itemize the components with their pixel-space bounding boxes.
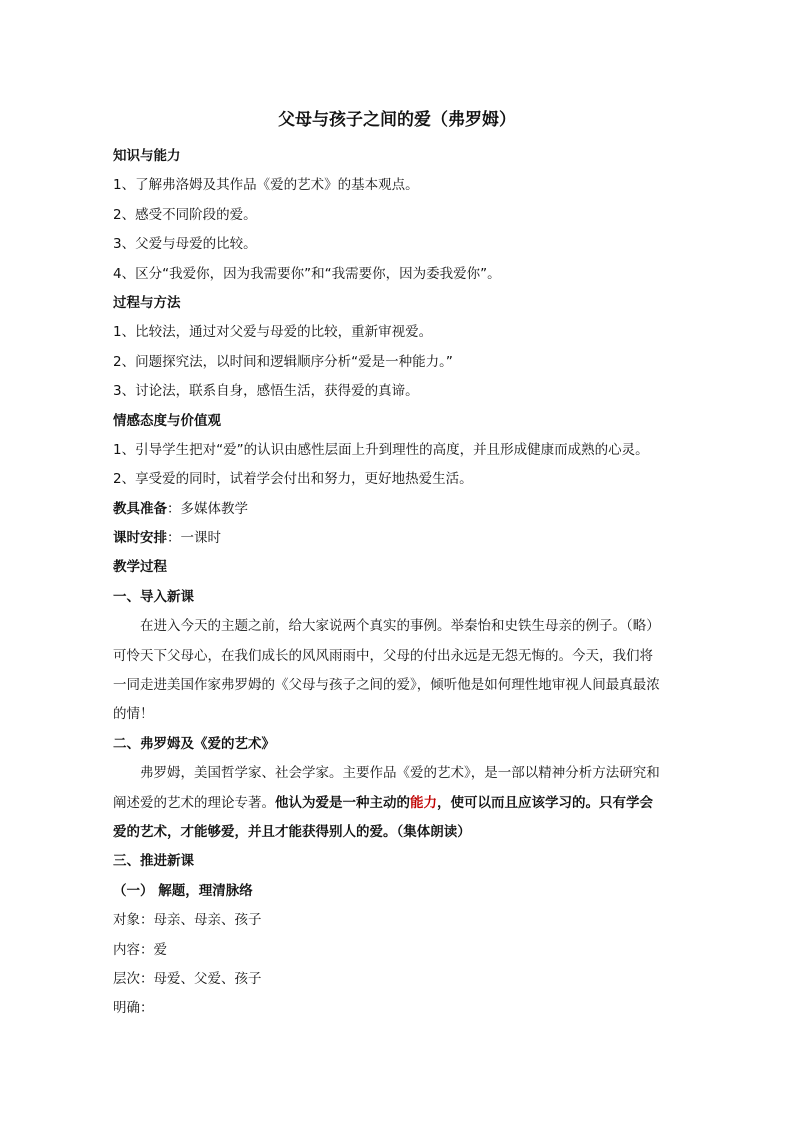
time-label: 课时安排 [113,530,167,547]
list-item: 对象：母亲、母亲、孩子 [113,912,262,929]
subsection-heading: （一） 解题，理清脉络 [113,882,253,899]
list-item: 1、比较法，通过对父爱与母爱的比较，重新审视爱。 [113,324,433,341]
list-item: 2、享受爱的同时，试着学会付出和努力，更好地热爱生活。 [113,471,473,488]
text: 阐述爱的艺术的理论专著。 [113,794,275,811]
paragraph-line [113,789,680,818]
paragraph-line: 爱的艺术，才能够爱，并且才能获得别人的爱。（集体朗读） [113,823,471,840]
section-heading: 情感态度与价值观 [113,412,221,429]
list-item: 3、讨论法，联系自身，感悟生活，获得爱的真谛。 [113,383,419,400]
list-item: 4、区分“我爱你，因为我需要你”和“我需要你，因为委我爱你”。 [113,265,501,282]
list-item: 内容：爱 [113,941,167,958]
list-item: 1、引导学生把对“爱”的认识由感性层面上升到理性的高度，并且形成健康而成熟的心灵。 [113,441,649,458]
time-line [113,524,680,553]
bold-text: 他认为爱是一种主动的 [275,794,410,811]
list-item: 层次：母爱、父爱、孩子 [113,970,262,987]
document-title: 父母与孩子之间的爱（弗罗姆） [278,110,516,130]
highlight-text: 能力 [410,794,437,811]
list-item: 3、父爱与母爱的比较。 [113,236,257,253]
section-heading: 过程与方法 [113,294,181,311]
time-value: ：一课时 [167,530,221,547]
section-heading: 知识与能力 [113,148,181,164]
section-heading: 教学过程 [113,559,167,576]
section-heading: 一、导入新课 [113,588,194,605]
section-heading: 三、推进新课 [113,853,194,870]
prep-value: ：多媒体教学 [167,500,248,517]
prep-line [113,495,680,524]
paragraph-line: 弗罗姆，美国哲学家、社会学家。主要作品《爱的艺术》，是一部以精神分析方法研究和 [140,765,660,782]
list-item: 2、问题探究法，以时间和逻辑顺序分析“爱是一种能力。” [113,353,453,370]
list-item: 1、了解弗洛姆及其作品《爱的艺术》的基本观点。 [113,177,419,194]
bold-text: ，使可以而且应该学习的。只有学会 [437,794,653,811]
paragraph-line: 可怜天下父母心，在我们成长的风风雨雨中，父母的付出永远是无怨无悔的。今天，我们将 [113,647,653,664]
list-item: 明确： [113,1000,154,1017]
paragraph-line: 在进入今天的主题之前，给大家说两个真实的事例。举秦怡和史铁生母亲的例子。（略） [140,618,660,635]
list-item: 2、感受不同阶段的爱。 [113,206,257,223]
document-body [113,142,680,1024]
paragraph-line: 的情！ [113,706,154,723]
prep-label: 教具准备 [113,500,167,517]
section-heading: 二、弗罗姆及《爱的艺术》 [113,735,275,752]
paragraph-line: 一同走进美国作家弗罗姆的《父母与孩子之间的爱》，倾听他是如何理性地审视人间最真最浓 [113,677,660,694]
